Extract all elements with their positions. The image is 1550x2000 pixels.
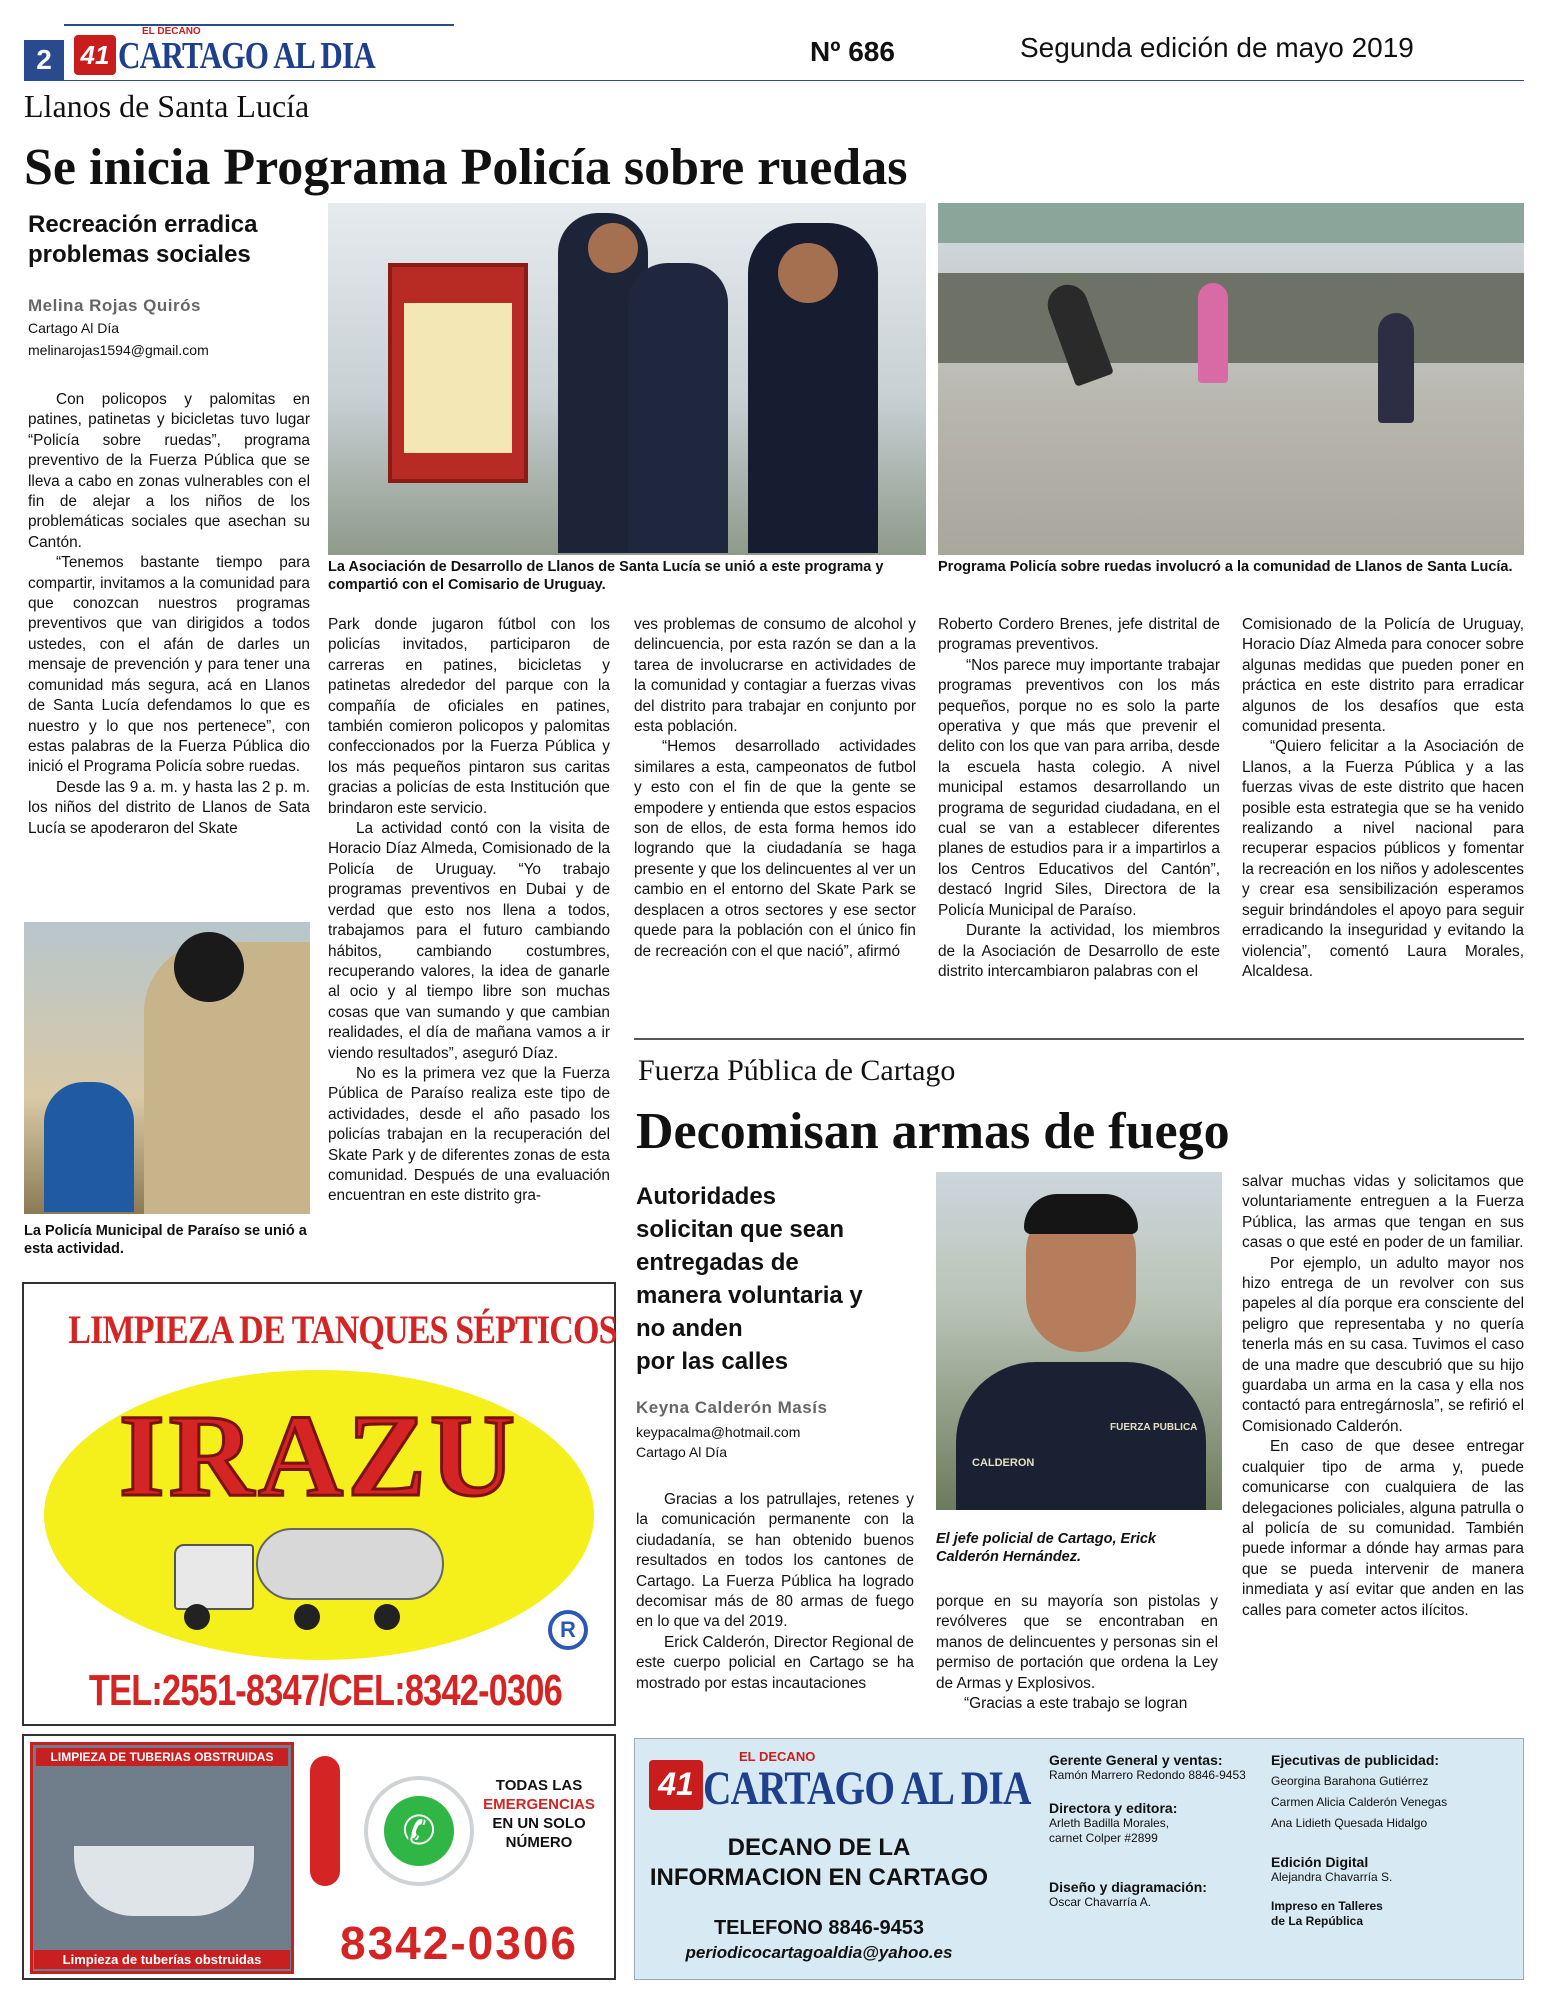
article1-title: Se inicia Programa Policía sobre ruedas — [24, 139, 908, 196]
phone-icon — [310, 1756, 340, 1886]
ad-sub-title: LIMPIEZA DE TUBERIAS OBSTRUIDAS — [36, 1748, 288, 1766]
sink-icon — [74, 1846, 254, 1916]
ad-headline: LIMPIEZA DE TANQUES SÉPTICOS — [68, 1307, 617, 1352]
logo-number: 41 — [74, 35, 116, 75]
ad-brand: IRAZU — [118, 1390, 520, 1521]
ad-sub-caption: Limpieza de tuberías obstruidas — [34, 1950, 290, 1969]
masthead-staff-2: Ejecutivas de publicidad: Georgina Barahona Gutiérrez Carmen Alicia Calderón Venegas Ana Lidieth Quesada Hidalgo Edición Digital Alejandra Chavarría S. Impreso en Talleres de La República — [1271, 1752, 1448, 1928]
article2-col2: porque en su mayoría son pistolas y revólveres que se encontraban en manos de delincuentes y personas sin el permiso de portación que ordena la Ley de Armas y Explosivos. “Gracias a este trabajo se logran — [936, 1593, 1218, 1713]
ad-bottom[interactable] — [22, 1734, 616, 1980]
article1-col5: Comisionado de la Policía de Uruguay, Horacio Díaz Almeda para conocer sobre algunas medidas que pueden poner en práctica en este distrito para erradicar algunos de los desafíos que esta comunidad presenta. “Quiero felicitar a la Asociación de Llanos, a la Fuerza Pública y a las fuerzas vivas de este distrito que hacen posible esta estrategia que se ha venido realizando a nivel nacional para recuperar espacios públicos y fomentar la recreación en los niños y adolescentes y crear esa sensibilización esperamos seguir brindándoles el apoyo para seguir erradicando la inseguridad y evitando la violencia”, comentó Laura Morales, Alcaldesa. — [1242, 616, 1524, 980]
author-outlet: Cartago Al Día — [28, 320, 120, 336]
photo2-caption: Programa Policía sobre ruedas involucró a la comunidad de Llanos de Santa Lucía. — [938, 559, 1513, 575]
logo-top: EL DECANO — [142, 26, 201, 37]
ad-septic-tanks[interactable] — [22, 1282, 616, 1726]
article1-col2: Park donde jugaron fútbol con los policías invitados, participaron de carreras en patines, bicicletas y patinetas alrededor del parque con la compañía de oficiales en patines, también comieron policopos y palomitas confeccionados por la Fuerza Pública y los más pequeños pintaron sus caritas gracias a policías de esta Institución que brindaron este servicio. La actividad contó con la visita de Horacio Díaz Almeda, Comisionado de la Policía de Uruguay. “Yo trabajo programas preventivos en Dubai y de verdad que esto nos llena a todos, trabajamos para el futuro cambiando hábitos, cambiando costumbres, recuperando valores, la idea de ganarle al ocio y al tiempo libre son muchas cosas que van sumando y que cambian realidades, el día de mañana vamos a ir viendo resultados”, aseguró Díaz. No es la primera vez que la Fuerza Pública de Paraíso realiza este tipo de actividades, desde el año pasado los policías trabajan en la recuperación del Skate Park y de diferentes zonas de esta comunidad. Después de una evaluación encuentran en este distrito gra- — [328, 616, 610, 1205]
author-name: Melina Rojas Quirós — [28, 296, 201, 315]
photo-skate-park — [938, 203, 1524, 555]
photo-officer-calderon — [936, 1172, 1222, 1510]
article1-byline — [28, 296, 209, 358]
author-outlet: Cartago Al Día — [636, 1444, 728, 1460]
masthead-box — [634, 1738, 1524, 1980]
article2-kicker: Fuerza Pública de Cartago — [638, 1054, 956, 1087]
logo-word: CARTAGO AL DIA — [118, 35, 375, 77]
photo3-caption: La Policía Municipal de Paraíso se unió a esta actividad. — [24, 1223, 307, 1257]
author-email: melinarojas1594@gmail.com — [28, 342, 209, 358]
masthead-staff-1: Gerente General y ventas: Ramón Marrero Redondo 8846-9453 Directora y editora: Arleth Badilla Morales, carnet Colper #2899 Diseño y diagramación: Oscar Chavarría A. — [1049, 1752, 1246, 1909]
author-email: keypacalma@hotmail.com — [636, 1424, 801, 1440]
ad-emergency-text: TODAS LAS EMERGENCIAS EN UN SOLO NÚMERO — [483, 1777, 595, 1851]
photo-municipal-police — [24, 922, 310, 1214]
logo-word: CARTAGO AL DIA — [703, 1762, 1031, 1815]
header-rule-bottom — [24, 80, 1524, 81]
article2-col1: Gracias a los patrullajes, retenes y la comunicación permanente con la ciudadanía, se han obtenido buenos resultados en todos los cantones de Cartago. La Fuerza Pública ha logrado decomisar más de 80 armas de fuego en lo que va del 2019. Erick Calderón, Director Regional de este cuerpo policial en Cartago se ha mostrado por estas incautaciones — [636, 1491, 914, 1692]
issue-number: Nº 686 — [810, 36, 895, 67]
edition-date: Segunda edición de mayo 2019 — [1020, 32, 1414, 63]
whatsapp-icon: ✆ — [364, 1776, 474, 1886]
article2-col3: salvar muchas vidas y solicitamos que voluntariamente entreguen a la Fuerza Pública, las armas que tengan en sus casas o que esté en poder de un familiar. Por ejemplo, un adulto mayor nos hizo entrega de un revolver con sus papeles al día porque era consciente del peligro que representaba y no quería tenerla más en su casa. Tuvimos el caso de una madre que descubrió que su hijo guardaba un arma en la casa y ella nos contactó para entregárnosla”, se refirió el Comisionado Calderón. En caso de que desee entregar cualquier tipo de arma y, puede comunicarse con cualquiera de las delegaciones policiales, alguna patrulla o al policía de su comunidad. También puede informar a dónde hay armas para que se pueda intervenir de manera inmediata y así evitar que anden en las calles para cometer actos ilícitos. — [1242, 1173, 1524, 1619]
section-divider — [634, 1038, 1524, 1040]
masthead-phone[interactable]: TELEFONO 8846-9453 — [713, 1917, 925, 1939]
article1-col3: ves problemas de consumo de alcohol y delincuencia, por esta razón se dan a la tarea de involucrarse en actividades de la comunidad y contagiar a fuerzas vivas del distrito para trabajar en conjunto por esta población. “Hemos desarrollado actividades similares a esta, campeonatos de futbol y esto con el fin de que la gente se empodere y entienda que estos espacios son de ellos, de esta forma hemos ido logrando que la ciudadanía se haga presente y que los delincuentes al ver un cambio en el entorno del Skate Park se desplacen a otros sectores y ese sector quede para la población con el único fin de recreación con el que nació”, afirmó — [634, 616, 916, 960]
header-logo — [74, 26, 431, 78]
article2-title: Decomisan armas de fuego — [636, 1103, 1230, 1160]
article1-col1: Con policopos y palomitas en patines, patinetas y bicicletas tuvo lugar “Policía sobre ruedas”, programa preventivo de la Fuerza Pública que se lleva a cabo en zonas vulnerables con el fin de alejar a los niños de los problemáticas sociales que asechan su Cantón. “Tenemos bastante tiempo para compartir, invitamos a la comunidad para que conozcan nuestros programas preventivos que van dirigidos a todos ustedes, con el afán de darles un mensaje de prevención y para tener una comunidad más segura, acá en Llanos de Santa Lucía defendamos lo que es nuestro y lo que nos pertenece”, con estas palabras de la Fuerza Pública dio inició el Programa Policía sobre ruedas. Desde las 9 a. m. y hasta las 2 p. m. los niños del distrito de Llanos de Sata Lucía se apoderaron del Skate — [28, 391, 310, 837]
logo-number: 41 — [649, 1760, 703, 1810]
photo1-caption: La Asociación de Desarrollo de Llanos de Santa Lucía se unió a este programa y compartió con el Comisario de Uruguay. — [328, 559, 884, 593]
masthead-email[interactable]: periodicocartagoaldia@yahoo.es — [685, 1943, 953, 1962]
registered-icon: R — [548, 1610, 588, 1650]
truck-icon — [174, 1524, 444, 1634]
ad-phones[interactable]: TEL:2551-8347/CEL:8342-0306 — [88, 1666, 562, 1715]
photo-officer-caption: El jefe policial de Cartago, Erick Calderón Hernández. — [936, 1531, 1156, 1565]
author-name: Keyna Calderón Masís — [636, 1398, 828, 1417]
article2-subtitle: Autoridades solicitan que sean entregadas de manera voluntaria y no anden por las calles — [636, 1183, 863, 1375]
article1-kicker: Llanos de Santa Lucía — [24, 88, 310, 124]
ad-big-phone[interactable]: 8342-0306 — [340, 1917, 578, 1969]
article2-byline — [636, 1398, 827, 1460]
photo-nametag: CALDERON — [972, 1457, 1035, 1469]
article1-subtitle: Recreación erradica problemas sociales — [28, 211, 258, 268]
masthead-slogan: DECANO DE LA INFORMACION EN CARTAGO — [649, 1834, 989, 1891]
photo-patch: FUERZA PUBLICA — [1110, 1422, 1198, 1433]
logo-top: EL DECANO — [739, 1749, 816, 1764]
masthead-logo — [649, 1749, 1102, 1816]
photo-popcorn-police — [328, 203, 926, 555]
article1-col4: Roberto Cordero Brenes, jefe distrital de programas preventivos. “Nos parece muy importante trabajar programas preventivos con los más pequeños, porque no es solo la parte operativa y que más que prevenir el delito con los que van para arriba, desde la escuela hasta colegio. A nivel municipal estamos desarrollando un programa de seguridad ciudadana, en el cual se van a establecer diferentes planes de estudios para ir a impartirlos a los Centros Educativos del Cantón”, destacó Ingrid Siles, Directora de la Policía Municipal de Paraíso. Durante la actividad, los miembros de la Asociación de Desarrollo de este distrito intercambiaron palabras con el — [938, 616, 1220, 980]
page-number: 2 — [24, 40, 64, 80]
